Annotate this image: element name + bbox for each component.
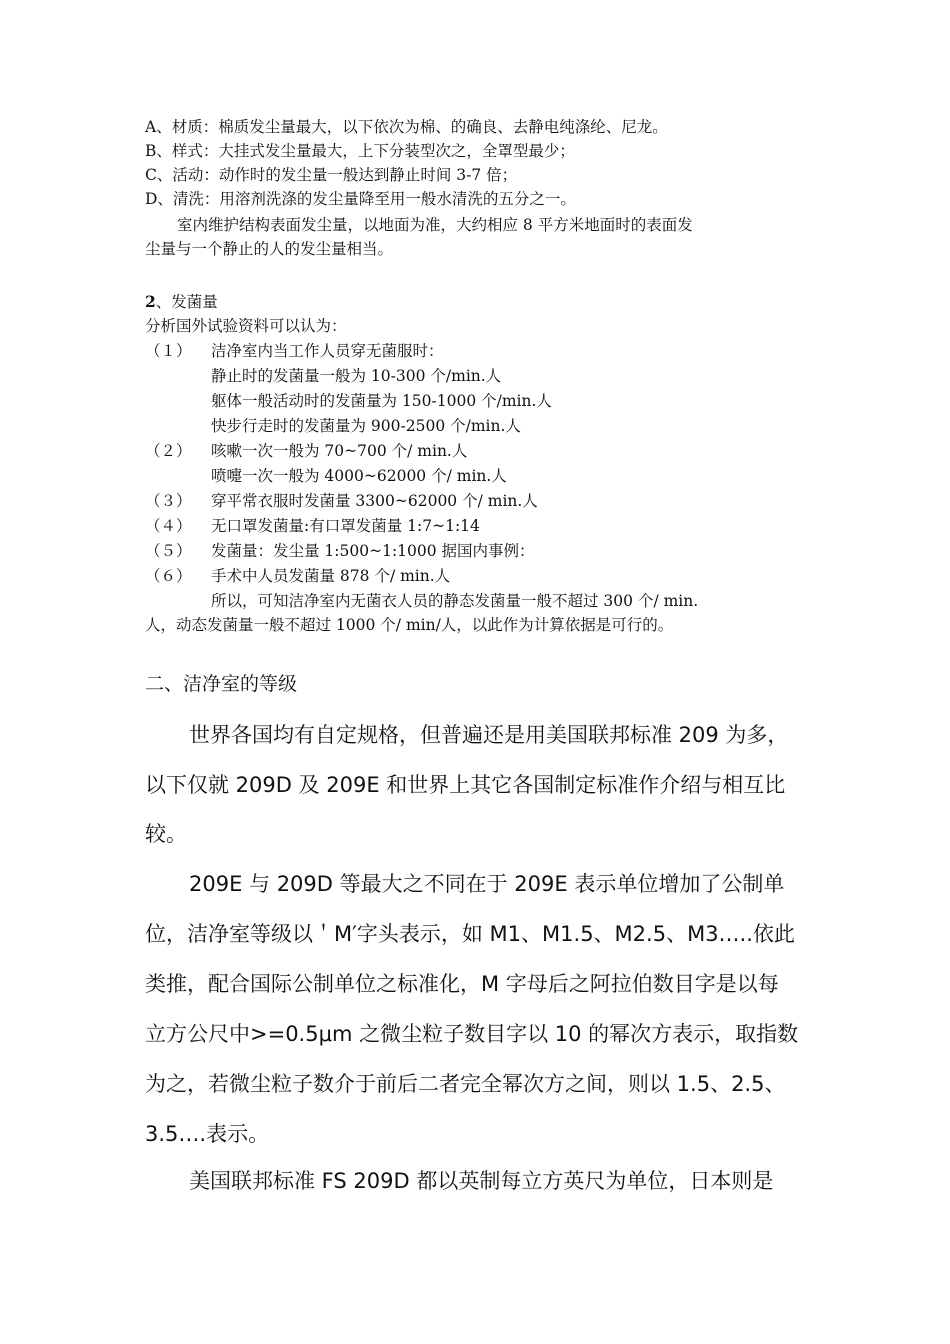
paragraph-line: 3.5….表示。 xyxy=(145,1122,270,1146)
bacteria-intro: 分析国外试验资料可以认为： xyxy=(145,317,347,335)
paragraph-line: 立方公尺中>=0.5μm 之微尘粒子数目字以 10 的幂次方表示，取指数 xyxy=(145,1022,799,1046)
item-number: （１） xyxy=(145,342,192,360)
item-text: 无口罩发菌量:有口罩发菌量 1:7~1:14 xyxy=(211,517,480,535)
item-text: 发菌量：发尘量 1:500~1:1000 据国内事例： xyxy=(211,542,535,560)
paragraph-line: 尘量与一个静止的人的发尘量相当。 xyxy=(145,240,394,258)
factor-washing: D、清洗：用溶剂洗涤的发尘量降至用一般水清洗的五分之一。 xyxy=(145,190,576,208)
paragraph-line: 位，洁净室等级以＇M′字头表示，如 M1、M1.5、M2.5、M3…..依此 xyxy=(145,922,795,946)
paragraph-line: 美国联邦标准 FS 209D 都以英制每立方英尺为单位，日本则是 xyxy=(189,1169,774,1193)
item-text: 喷嚏一次一般为 4000~62000 个/ min.人 xyxy=(211,467,507,485)
item-number: （４） xyxy=(145,517,192,535)
section-heading-clean-room-class: 二、洁净室的等级 xyxy=(145,673,298,695)
paragraph-line: 所以，可知洁净室内无菌衣人员的静态发菌量一般不超过 300 个/ min. xyxy=(211,592,699,610)
item-number: （５） xyxy=(145,542,192,560)
factor-activity: C、活动：动作时的发尘量一般达到静止时间 3-7 倍； xyxy=(145,166,518,184)
paragraph-line: 室内维护结构表面发尘量，以地面为准，大约相应 8 平方米地面时的表面发 xyxy=(177,216,693,234)
item-text: 躯体一般活动时的发菌量为 150-1000 个/min.人 xyxy=(211,392,552,410)
item-text: 静止时的发菌量一般为 10-300 个/min.人 xyxy=(211,367,502,385)
paragraph-line: 较。 xyxy=(145,822,187,846)
paragraph-line: 世界各国均有自定规格，但普遍还是用美国联邦标准 209 为多， xyxy=(189,723,789,747)
paragraph-line: 以下仅就 209D 及 209E 和世界上其它各国制定标准作介绍与相互比 xyxy=(145,773,786,797)
paragraph-line: 209E 与 209D 等最大之不同在于 209E 表示单位增加了公制单 xyxy=(189,872,785,896)
paragraph-line: 为之，若微尘粒子数介于前后二者完全幂次方之间，则以 1.5、2.5、 xyxy=(145,1072,786,1096)
heading-number: 2 xyxy=(145,292,156,311)
item-number: （２） xyxy=(145,442,192,460)
item-number: （３） xyxy=(145,492,192,510)
item-text: 洁净室内当工作人员穿无菌服时： xyxy=(211,342,444,360)
item-text: 穿平常衣服时发菌量 3300~62000 个/ min.人 xyxy=(211,492,538,510)
factor-material: A、材质：棉质发尘量最大，以下依次为棉、的确良、去静电纯涤纶、尼龙。 xyxy=(145,118,668,136)
heading-text: 、发菌量 xyxy=(155,293,218,311)
item-text: 手术中人员发菌量 878 个/ min.人 xyxy=(211,567,451,585)
paragraph-line: 类推，配合国际公制单位之标准化，M 字母后之阿拉伯数目字是以每 xyxy=(145,972,779,996)
item-text: 快步行走时的发菌量为 900-2500 个/min.人 xyxy=(211,417,521,435)
paragraph-line: 人，动态发菌量一般不超过 1000 个/ min/人，以此作为计算依据是可行的。 xyxy=(145,616,674,634)
section-heading-bacteria xyxy=(145,292,218,312)
item-number: （６） xyxy=(145,567,192,585)
item-text: 咳嗽一次一般为 70~700 个/ min.人 xyxy=(211,442,468,460)
factor-style: B、样式：大挂式发尘量最大，上下分装型次之，全罩型最少； xyxy=(145,142,575,160)
